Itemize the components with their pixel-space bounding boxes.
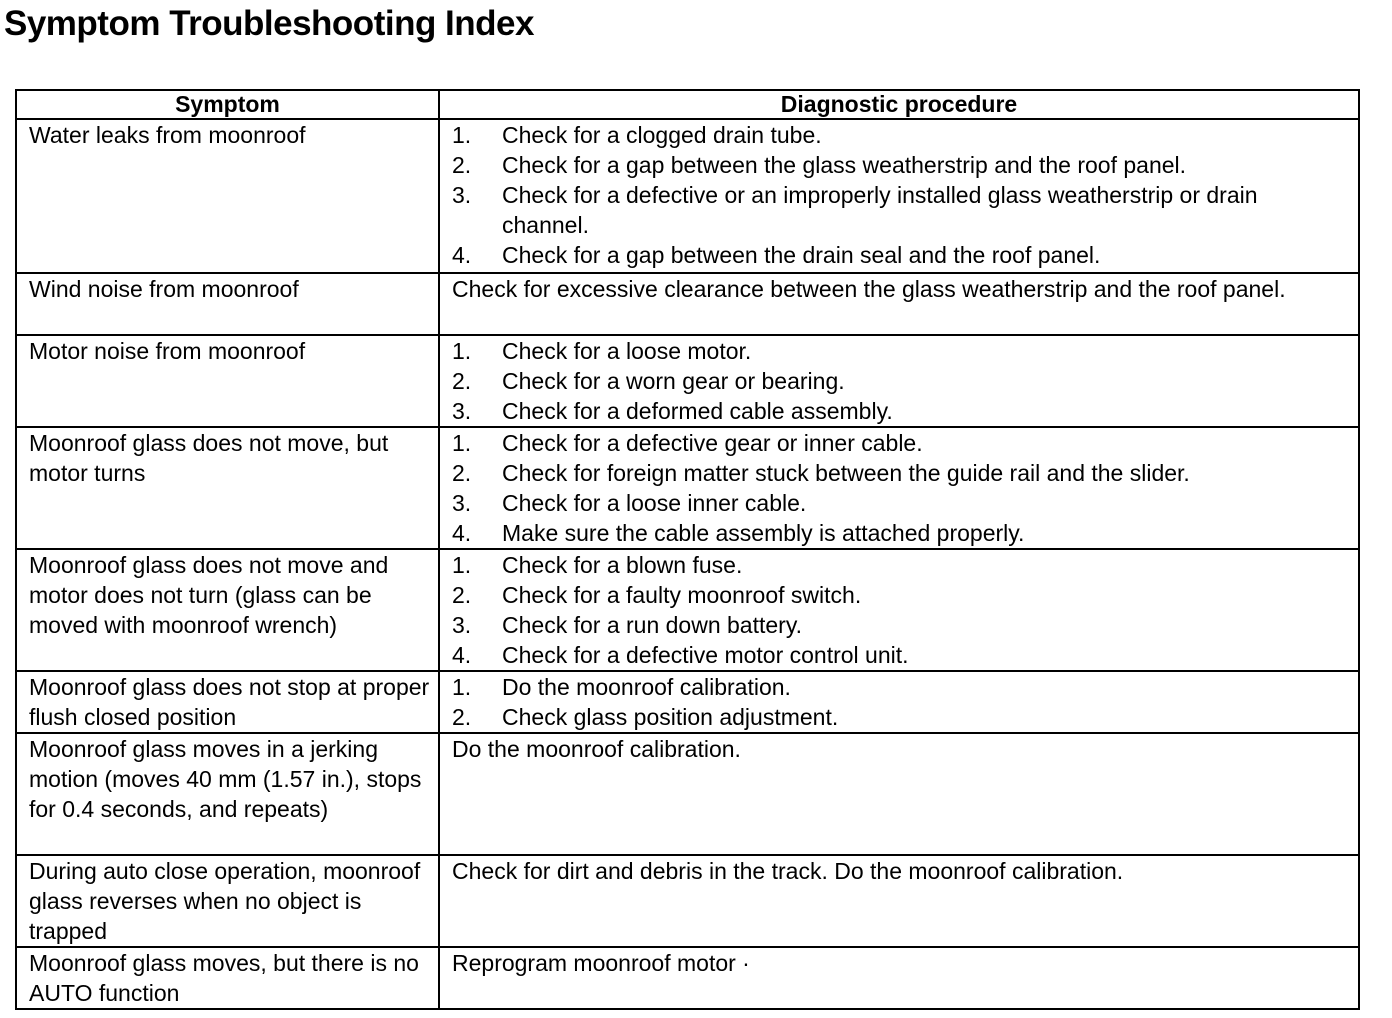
- step-number: 2.: [452, 460, 472, 486]
- table-row: [16, 273, 1359, 335]
- step-number: 2.: [452, 368, 472, 394]
- table-row: [16, 855, 1359, 947]
- symptom-column-header: Symptom: [16, 90, 439, 119]
- step-number: 4.: [452, 242, 472, 268]
- troubleshooting-table: [15, 89, 1360, 1010]
- step-number: 1.: [452, 122, 472, 148]
- step-text: Check for a loose inner cable.: [502, 490, 807, 516]
- step-text: Check for a gap between the glass weatherstrip and the roof panel.: [502, 152, 1187, 178]
- procedure-step: [452, 550, 1350, 580]
- procedure-cell: Reprogram moonroof motor ·: [439, 947, 1359, 1009]
- procedure-cell: [439, 335, 1359, 427]
- procedure-cell: [439, 119, 1359, 273]
- table-row: [16, 335, 1359, 427]
- table-row: [16, 733, 1359, 855]
- step-number: 1.: [452, 674, 472, 700]
- step-number: 3.: [452, 490, 472, 516]
- symptom-cell: Moonroof glass does not stop at proper flush closed position: [16, 671, 439, 733]
- step-text: Check for a defective or an improperly installed glass weatherstrip or drain channel.: [502, 182, 1258, 238]
- procedure-step: [452, 396, 1350, 426]
- procedure-step: [452, 488, 1350, 518]
- procedure-steps: [452, 428, 1350, 548]
- procedure-cell: Check for excessive clearance between the glass weatherstrip and the roof panel.: [439, 273, 1359, 335]
- procedure-step: [452, 240, 1350, 270]
- symptom-cell: Wind noise from moonroof: [16, 273, 439, 335]
- procedure-steps: [452, 672, 1350, 732]
- procedure-cell: [439, 549, 1359, 671]
- symptom-cell: Moonroof glass does not move, but motor turns: [16, 427, 439, 549]
- procedure-step: [452, 580, 1350, 610]
- step-text: Check for a defective gear or inner cable.: [502, 430, 923, 456]
- step-number: 4.: [452, 520, 472, 546]
- procedure-step: [452, 458, 1350, 488]
- procedure-cell: [439, 671, 1359, 733]
- procedure-step: [452, 518, 1350, 548]
- symptom-cell: During auto close operation, moonroof glass reverses when no object is trapped: [16, 855, 439, 947]
- step-text: Check for a clogged drain tube.: [502, 122, 822, 148]
- symptom-cell: Motor noise from moonroof: [16, 335, 439, 427]
- step-text: Check for foreign matter stuck between the guide rail and the slider.: [502, 460, 1190, 486]
- symptom-cell: Water leaks from moonroof: [16, 119, 439, 273]
- procedure-step: [452, 180, 1350, 240]
- step-text: Check for a gap between the drain seal and the roof panel.: [502, 242, 1101, 268]
- procedure-steps: [452, 550, 1350, 670]
- step-number: 4.: [452, 642, 472, 668]
- table-row: [16, 427, 1359, 549]
- table-row: [16, 671, 1359, 733]
- step-text: Check for a run down battery.: [502, 612, 802, 638]
- step-number: 2.: [452, 152, 472, 178]
- step-number: 1.: [452, 338, 472, 364]
- step-text: Check for a faulty moonroof switch.: [502, 582, 862, 608]
- symptom-cell: Moonroof glass does not move and motor does not turn (glass can be moved with moonroof wrench): [16, 549, 439, 671]
- procedure-cell: Do the moonroof calibration.: [439, 733, 1359, 855]
- table-row: [16, 119, 1359, 273]
- page-title: Symptom Troubleshooting Index: [4, 4, 534, 43]
- procedure-step: [452, 702, 1350, 732]
- procedure-step: [452, 610, 1350, 640]
- procedure-step: [452, 672, 1350, 702]
- procedure-step: [452, 640, 1350, 670]
- step-number: 2.: [452, 582, 472, 608]
- procedure-step: [452, 120, 1350, 150]
- step-text: Do the moonroof calibration.: [502, 674, 791, 700]
- table-row: [16, 947, 1359, 1009]
- procedure-step: [452, 428, 1350, 458]
- procedure-cell: Check for dirt and debris in the track. Do the moonroof calibration.: [439, 855, 1359, 947]
- step-number: 3.: [452, 612, 472, 638]
- step-number: 3.: [452, 182, 472, 208]
- procedure-step: [452, 150, 1350, 180]
- step-number: 3.: [452, 398, 472, 424]
- step-text: Check for a blown fuse.: [502, 552, 743, 578]
- step-text: Check for a worn gear or bearing.: [502, 368, 845, 394]
- procedure-cell: [439, 427, 1359, 549]
- symptom-cell: Moonroof glass moves, but there is no AUTO function: [16, 947, 439, 1009]
- procedure-steps: [452, 336, 1350, 426]
- symptom-cell: Moonroof glass moves in a jerking motion (moves 40 mm (1.57 in.), stops for 0.4 seconds, and repeats): [16, 733, 439, 855]
- table-row: [16, 549, 1359, 671]
- procedure-column-header: Diagnostic procedure: [439, 90, 1359, 119]
- procedure-step: [452, 336, 1350, 366]
- table-header-row: [16, 90, 1359, 119]
- step-text: Check for a loose motor.: [502, 338, 752, 364]
- step-text: Check for a deformed cable assembly.: [502, 398, 893, 424]
- step-text: Make sure the cable assembly is attached properly.: [502, 520, 1025, 546]
- step-number: 1.: [452, 430, 472, 456]
- step-number: 1.: [452, 552, 472, 578]
- procedure-step: [452, 366, 1350, 396]
- procedure-steps: [452, 120, 1350, 270]
- step-number: 2.: [452, 704, 472, 730]
- step-text: Check for a defective motor control unit.: [502, 642, 909, 668]
- step-text: Check glass position adjustment.: [502, 704, 839, 730]
